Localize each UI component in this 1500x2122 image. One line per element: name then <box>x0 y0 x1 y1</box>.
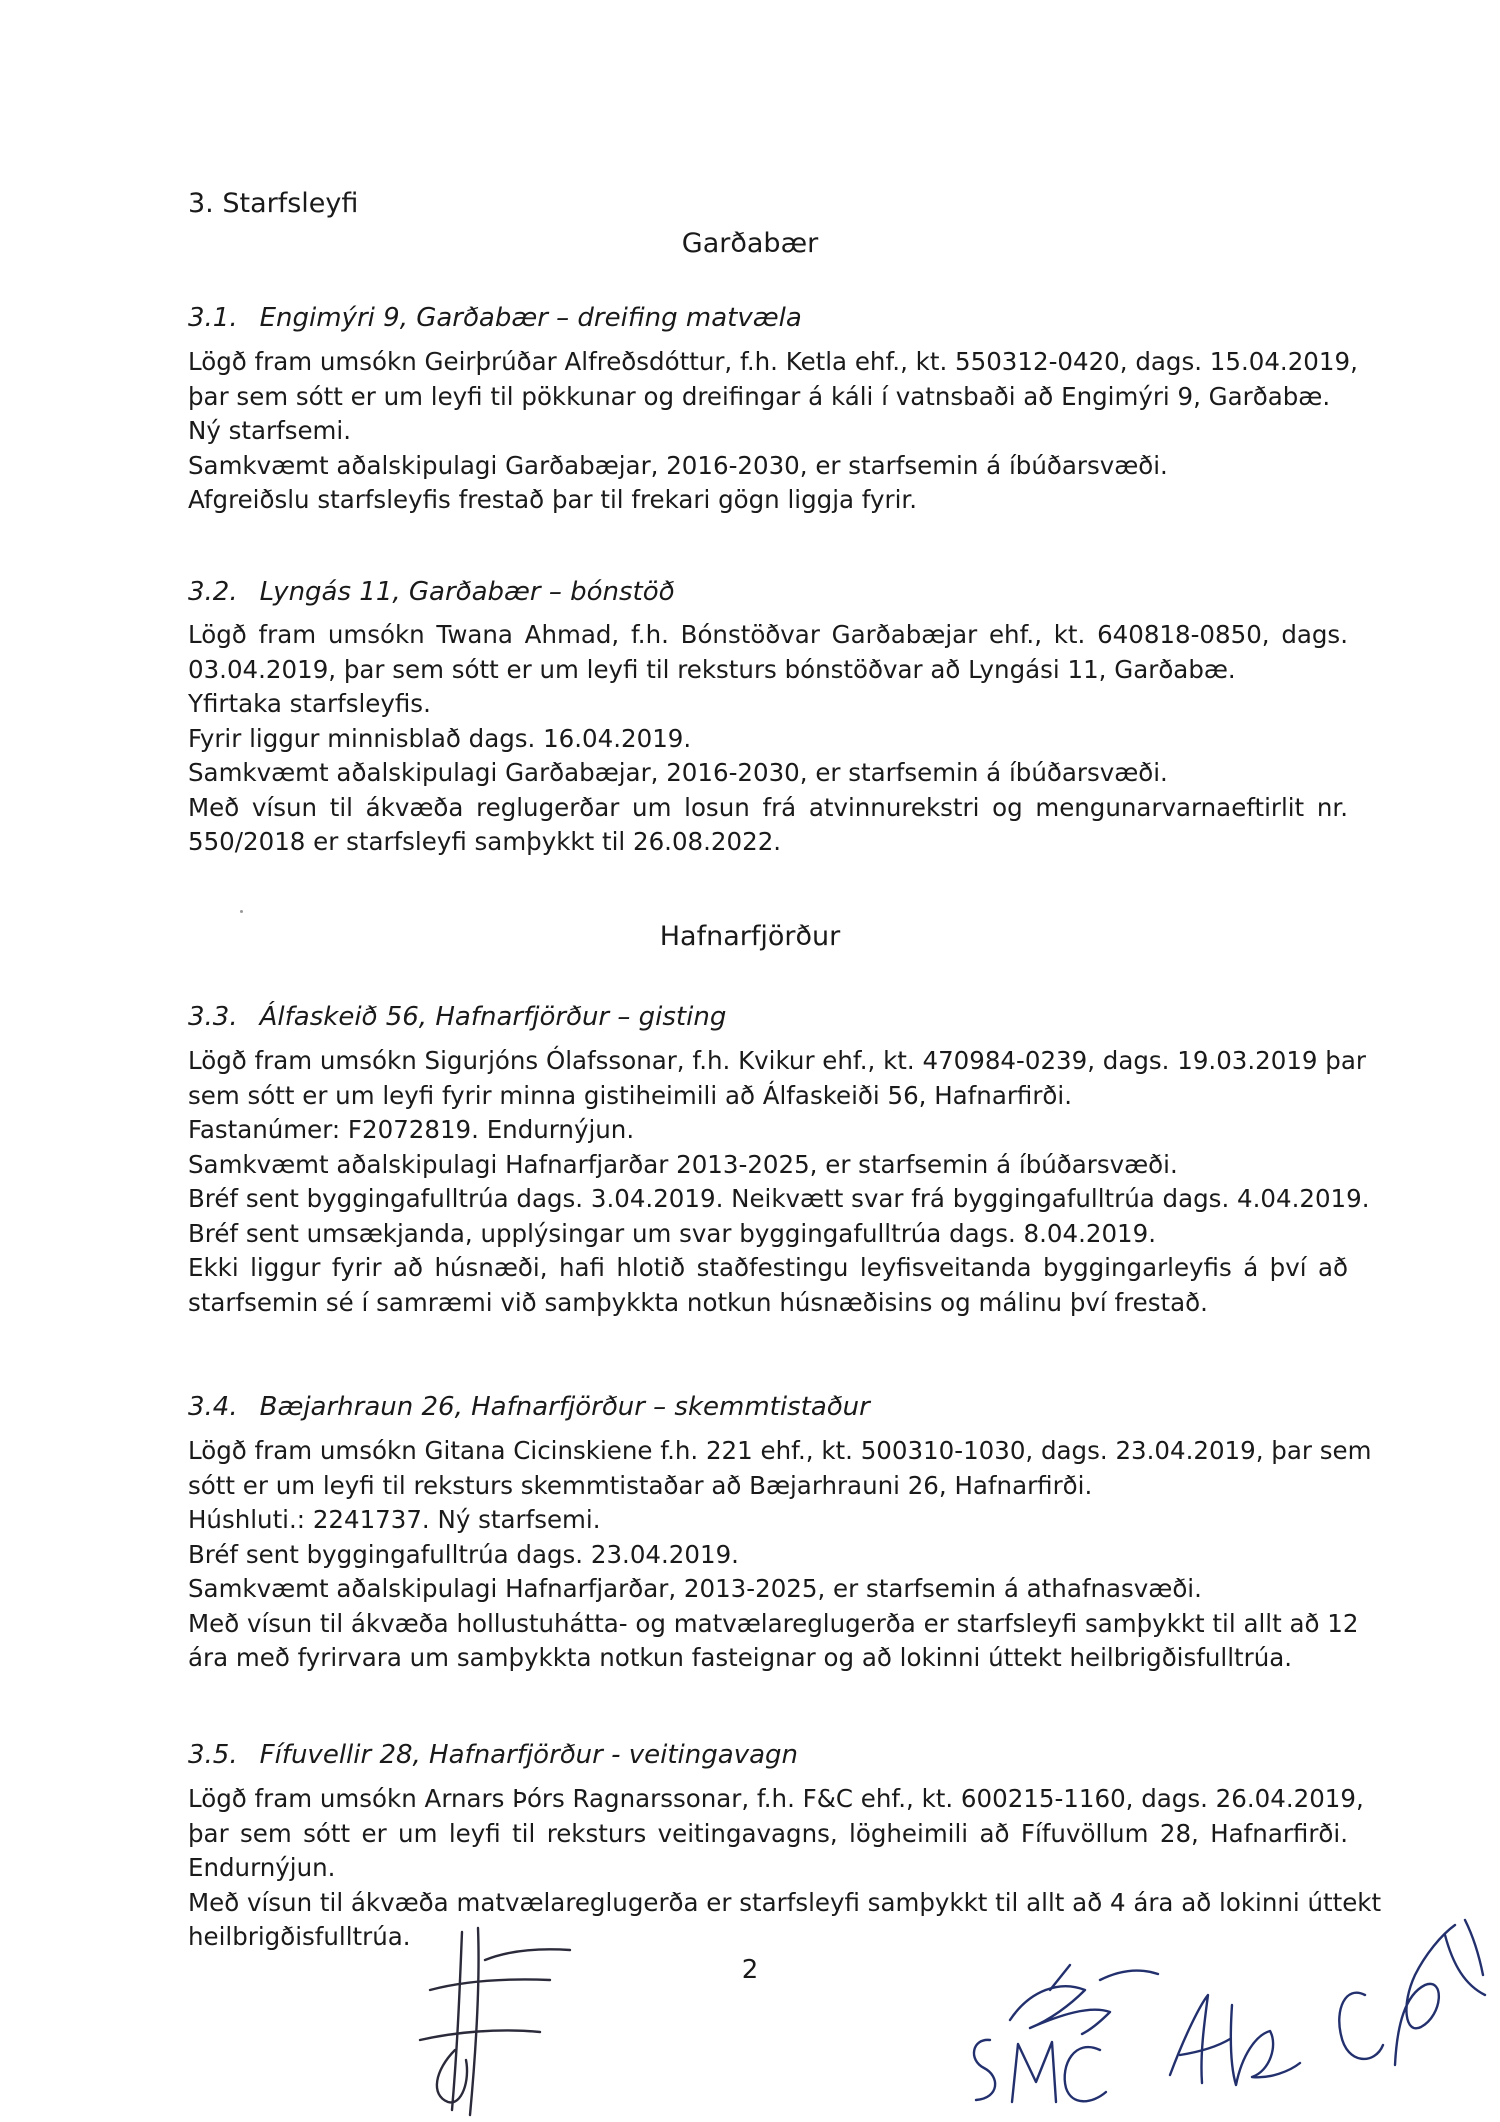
text-line: Yfirtaka starfsleyfis. <box>188 689 431 718</box>
item-body-3-1 <box>188 345 1358 518</box>
signature-1 <box>400 1920 580 2120</box>
text-line: ára með fyrirvara um samþykkta notkun fasteignar og að lokinni úttekt heilbrigðisfulltrúa. <box>188 1643 1293 1672</box>
signature-initials-smc <box>960 2020 1120 2120</box>
text-line: Samkvæmt aðalskipulagi Hafnarfjarðar, 2013-2025, er starfsemin á athafnasvæði. <box>188 1574 1202 1603</box>
item-body-3-4 <box>188 1434 1372 1676</box>
item-heading-3-4 <box>188 1392 870 1422</box>
text-line: Fyrir liggur minnisblað dags. 16.04.2019. <box>188 723 692 753</box>
item-body-3-2 <box>188 618 1348 860</box>
text-line: Með vísun til ákvæða hollustuhátta- og matvælareglugerða er starfsleyfi samþykkt til allt að 12 <box>188 1608 1359 1638</box>
text-line: starfsemin sé í samræmi við samþykkta notkun húsnæðisins og málinu því frestað. <box>188 1287 1208 1317</box>
text-line: Lögð fram umsókn Gitana Cicinskiene f.h. 221 ehf., kt. 500310-1030, dags. 23.04.2019, þar sem <box>188 1436 1372 1465</box>
item-number: 3.4. <box>188 1392 238 1422</box>
signature-initials-3 <box>1160 1985 1310 2095</box>
text-line: Fastanúmer: F2072819. Endurnýjun. <box>188 1115 635 1144</box>
text-line: Afgreiðslu starfsleyfis frestað þar til frekari gögn liggja fyrir. <box>188 485 917 514</box>
text-line: Samkvæmt aðalskipulagi Garðabæjar, 2016-2030, er starfsemin á íbúðarsvæði. <box>188 450 1168 480</box>
town-heading-gardabaer: Garðabær <box>681 228 819 259</box>
text-line: Endurnýjun. <box>188 1853 336 1882</box>
text-line: þar sem sótt er um leyfi til reksturs veitingavagns, lögheimili að Fífuvöllum 28, Hafnarfirði. <box>188 1818 1348 1848</box>
item-number: 3.2. <box>188 577 238 607</box>
text-line: Húshluti.: 2241737. Ný starfsemi. <box>188 1505 601 1534</box>
text-line: 550/2018 er starfsleyfi samþykkt til 26.08.2022. <box>188 827 782 856</box>
item-heading-3-1 <box>188 303 802 333</box>
item-title: Lyngás 11, Garðabær – bónstöð <box>259 577 675 607</box>
text-line: Bréf sent umsækjanda, upplýsingar um svar byggingafulltrúa dags. 8.04.2019. <box>188 1218 1157 1248</box>
item-number: 3.1. <box>188 303 238 333</box>
item-title: Álfaskeið 56, Hafnarfjörður – gisting <box>259 1002 727 1032</box>
text-line: Bréf sent byggingafulltrúa dags. 23.04.2019. <box>188 1539 739 1569</box>
text-line: Samkvæmt aðalskipulagi Hafnarfjarðar 2013-2025, er starfsemin á íbúðarsvæði. <box>188 1149 1178 1179</box>
text-line: 03.04.2019, þar sem sótt er um leyfi til reksturs bónstöðvar að Lyngási 11, Garðabæ. <box>188 654 1236 684</box>
text-line: sótt er um leyfi til reksturs skemmtistaðar að Bæjarhrauni 26, Hafnarfirði. <box>188 1470 1093 1500</box>
text-line: heilbrigðisfulltrúa. <box>188 1922 411 1951</box>
item-number: 3.5. <box>188 1740 238 1770</box>
item-body-3-5 <box>188 1782 1382 1955</box>
signature-4 <box>1325 1915 1495 2095</box>
text-line: Ekki liggur fyrir að húsnæði, hafi hlotið staðfestingu leyfisveitanda byggingarleyfis á því að <box>188 1253 1348 1282</box>
item-title: Fífuvellir 28, Hafnarfjörður - veitingavagn <box>259 1740 798 1770</box>
item-heading-3-5 <box>188 1740 798 1770</box>
item-body-3-3 <box>188 1044 1370 1320</box>
town-heading-hafnarfjordur: Hafnarfjörður <box>659 921 841 952</box>
text-line: þar sem sótt er um leyfi til pökkunar og dreifingar á káli í vatnsbaði að Engimýri 9, Garðabæ. <box>188 381 1331 411</box>
item-title: Engimýri 9, Garðabær – dreifing matvæla <box>259 303 802 333</box>
item-title: Bæjarhraun 26, Hafnarfjörður – skemmtistaður <box>259 1392 870 1422</box>
item-heading-3-3 <box>188 1002 726 1032</box>
text-line: Lögð fram umsókn Twana Ahmad, f.h. Bónstöðvar Garðabæjar ehf., kt. 640818-0850, dags. <box>188 620 1348 649</box>
scan-speck <box>240 910 243 913</box>
text-line: Lögð fram umsókn Arnars Þórs Ragnarssonar, f.h. F&C ehf., kt. 600215-1160, dags. 26.04.2019, <box>188 1784 1364 1813</box>
page-number: 2 <box>741 1955 759 1985</box>
text-line: Lögð fram umsókn Sigurjóns Ólafssonar, f.h. Kvikur ehf., kt. 470984-0239, dags. 19.03.2019 þar <box>188 1046 1366 1075</box>
text-line: Með vísun til ákvæða reglugerðar um losun frá atvinnurekstri og mengunarvarnaeftirlit nr. <box>188 792 1348 822</box>
item-number: 3.3. <box>188 1002 238 1032</box>
text-line: sem sótt er um leyfi fyrir minna gistiheimili að Álfaskeiði 56, Hafnarfirði. <box>188 1080 1072 1110</box>
item-heading-3-2 <box>188 577 675 607</box>
text-line: Lögð fram umsókn Geirþrúðar Alfreðsdóttur, f.h. Ketla ehf., kt. 550312-0420, dags. 15.04.2019, <box>188 347 1358 376</box>
text-line: Ný starfsemi. <box>188 416 351 445</box>
text-line: Með vísun til ákvæða matvælareglugerða er starfsleyfi samþykkt til allt að 4 ára að lokinni úttekt <box>188 1887 1382 1917</box>
text-line: Bréf sent byggingafulltrúa dags. 3.04.2019. Neikvætt svar frá byggingafulltrúa dags. 4.04.2019. <box>188 1184 1370 1213</box>
section-title: 3. Starfsleyfi <box>188 188 359 219</box>
text-line: Samkvæmt aðalskipulagi Garðabæjar, 2016-2030, er starfsemin á íbúðarsvæði. <box>188 758 1168 787</box>
